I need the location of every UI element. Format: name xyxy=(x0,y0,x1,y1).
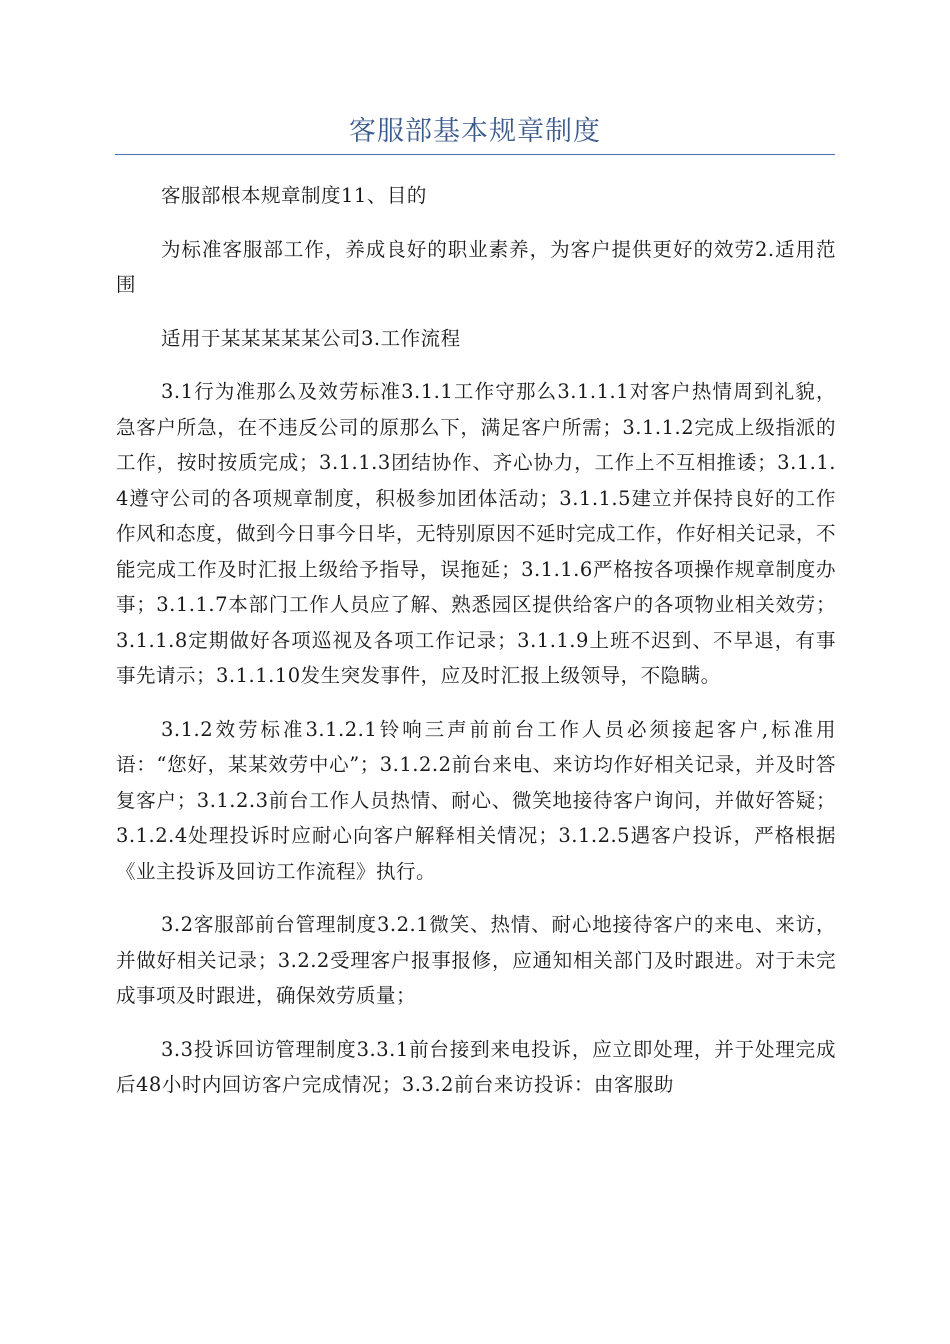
paragraph-scope: 为标准客服部工作，养成良好的职业素养，为客户提供更好的效劳2.适用范围 xyxy=(116,237,836,296)
title-underline xyxy=(115,154,835,155)
paragraph-applicability: 适用于某某某某某公司3.工作流程 xyxy=(161,326,461,350)
page-title: 客服部基本规章制度 xyxy=(349,116,601,147)
paragraph-front-desk-rules: 3.2客服部前台管理制度3.2.1微笑、热情、耐心地接待客户的来电、来访，并做好相关记录；3.2.2受理客户报事报修，应通知相关部门及时跟进。对于未完成事项及时跟进，确保效劳质量； xyxy=(116,913,836,1007)
document-body xyxy=(116,178,836,1121)
paragraph-service-standards: 3.1.2效劳标准3.1.2.1铃响三声前前台工作人员必须接起客户,标准用语：“您好，某某效劳中心”；3.1.2.2前台来电、来访均作好相关记录，并及时答复客户；3.1.2.3前台工作人员热情、耐心、微笑地接待客户询问，并做好答疑；3.1.2.4处理投诉时应耐心向客户解释相关情况；3.1.2.5遇客户投诉，严格根据《业主投诉及回访工作流程》执行。 xyxy=(116,717,836,883)
paragraph-purpose: 客服部根本规章制度11、目的 xyxy=(161,184,427,207)
paragraph-work-rules: 3.1行为准那么及效劳标准3.1.1工作守那么3.1.1.1对客户热情周到礼貌，急客户所急，在不违反公司的原那么下，满足客户所需；3.1.1.2完成上级指派的工作，按时按质完成；3.1.1.3团结协作、齐心协力，工作上不互相推诿；3.1.1.4遵守公司的各项规章制度，积极参加团体活动；3.1.1.5建立并保持良好的工作作风和态度，做到今日事今日毕，无特别原因不延时完成工作，作好相关记录，不能完成工作及时汇报上级给予指导，误拖延；3.1.1.6严格按各项操作规章制度办事；3.1.1.7本部门工作人员应了解、熟悉园区提供给客户的各项物业相关效劳；3.1.1.8定期做好各项巡视及各项工作记录；3.1.1.9上班不迟到、不早退，有事事先请示；3.1.1.10发生突发事件，应及时汇报上级领导，不隐瞒。 xyxy=(116,380,837,687)
paragraph-complaint-rules: 3.3投诉回访管理制度3.3.1前台接到来电投诉，应立即处理，并于处理完成后48小时内回访客户完成情况；3.3.2前台来访投诉：由客服助 xyxy=(116,1037,836,1096)
